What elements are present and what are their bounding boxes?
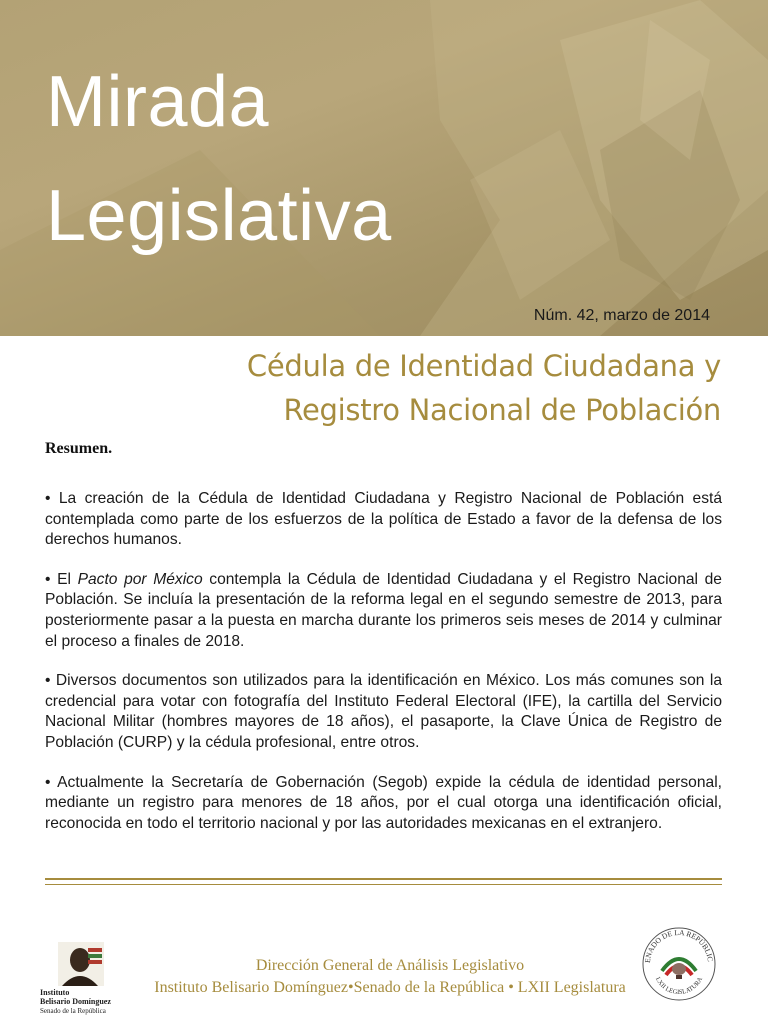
masthead-title-line1: Mirada (46, 62, 270, 142)
logo-left-line1: Instituto (40, 988, 70, 997)
bullet-2-italic: Pacto por México (77, 570, 203, 588)
footer-line-1: Dirección General de Análisis Legislativo (255, 957, 525, 974)
summary-bullet-1: • La creación de la Cédula de Identidad Ciudadana y Registro Nacional de Población está contemplada como parte de los esfuerzos de la política de Estado a favor de la defensa de los derechos humanos. (45, 490, 722, 549)
bullet-2-rest: contempla la Cédula de Identidad Ciudadana y el Registro Nacional de Población. Se incluía la presentación de la reforma legal en el segundo semestre de 2013, para posteriormente pasar a la puesta en marcha durante los primeros seis meses de 2014 y culminar el proceso a finales de 2018. (45, 570, 722, 650)
summary-label: Resumen. (45, 440, 113, 457)
seal-arc-bottom: LXII LEGISLATURA (653, 976, 705, 997)
senado-republica-seal (640, 925, 718, 1003)
document-title-line1: Cédula de Identidad Ciudadana y (246, 349, 721, 383)
summary-bullet-3: • Diversos documentos son utilizados para la identificación en México. Los más comunes son la credencial para votar con fotografía del Instituto Federal Electoral (IFE), la cartilla del Servicio Nacional Militar (hombres mayores de 18 años), el pasaporte, la Clave Única de Registro de Población (CURP) y la cédula profesional, entre otros. (45, 672, 722, 751)
document-title (247, 344, 721, 432)
seal-arc-top: ENADO DE LA REPÚBLIC (642, 927, 715, 964)
summary-bullet-2 (45, 570, 722, 652)
portrait-icon (40, 940, 130, 988)
footer-line-2: Instituto Belisario Domínguez•Senado de la República • LXII Legislatura (154, 979, 626, 996)
logo-left-line3: Senado de la República (40, 1007, 106, 1015)
footer-divider-thin (45, 884, 722, 885)
instituto-belisario-dominguez-logo (40, 940, 130, 1018)
document-title-line2: Registro Nacional de Población (283, 393, 721, 427)
cover-header (0, 0, 768, 336)
seal-icon (640, 925, 718, 1003)
header-decoration (0, 0, 768, 336)
summary-body (45, 489, 722, 853)
summary-bullet-4: • Actualmente la Secretaría de Gobernación (Segob) expide la cédula de identidad personal, mediante un registro para menores de 18 años, por el cual otorga una identificación oficial, reconocida en todo el territorio nacional y por las autoridades mexicanas en el extranjero. (45, 773, 722, 832)
bullet-2-prefix: • El (45, 570, 78, 588)
issue-number: Núm. 42, marzo de 2014 (533, 307, 710, 324)
masthead-title-line2: Legislativa (46, 176, 392, 256)
footer-divider-thick (45, 878, 722, 880)
logo-left-line2: Belisario Domínguez (40, 997, 111, 1006)
